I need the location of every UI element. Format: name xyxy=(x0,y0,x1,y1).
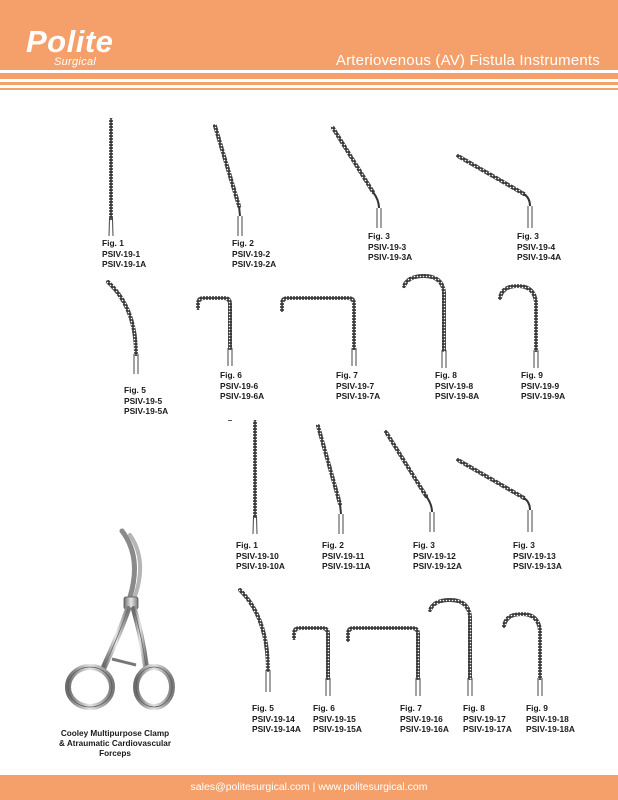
fig-number: Fig. 8 xyxy=(463,703,485,713)
product-code: PSIV-19-5 xyxy=(124,395,163,406)
fig-label xyxy=(232,238,276,270)
fig-label xyxy=(236,540,285,572)
product-code: PSIV-19-13 xyxy=(513,550,556,561)
header-stripe xyxy=(0,88,618,90)
product-code: PSIV-19-18 xyxy=(526,713,569,724)
header-stripe xyxy=(0,73,618,79)
product-code: PSIV-19-11A xyxy=(322,561,371,571)
product-code: PSIV-19-14A xyxy=(252,724,301,734)
product-code: PSIV-19-8 xyxy=(435,380,474,391)
fig-number: Fig. 9 xyxy=(526,703,548,713)
instrument-fig5-image xyxy=(100,278,150,378)
fig-number: Fig. 9 xyxy=(521,370,543,380)
product-code: PSIV-19-16A xyxy=(400,724,449,734)
product-code: PSIV-19-10 xyxy=(236,550,279,561)
instrument-fig8-image xyxy=(398,272,458,370)
page-header xyxy=(0,0,618,100)
brand-logo-sub: Surgical xyxy=(54,56,97,68)
instrument-fig6-image xyxy=(288,622,338,698)
product-code: PSIV-19-10A xyxy=(236,561,285,571)
product-code: PSIV-19-5A xyxy=(124,406,169,416)
product-code: PSIV-19-17 xyxy=(463,713,506,724)
product-code: PSIV-19-7 xyxy=(336,380,375,391)
fig-label xyxy=(413,540,462,572)
fig-number: Fig. 3 xyxy=(517,231,539,241)
page-footer xyxy=(0,775,618,800)
product-code: PSIV-19-3A xyxy=(368,252,413,262)
divider-mark xyxy=(228,420,232,421)
fig-number: Fig. 1 xyxy=(102,238,124,248)
product-code: PSIV-19-1 xyxy=(102,248,141,259)
fig-label xyxy=(513,540,562,572)
footer-contact: sales@politesurgical.com | www.politesurgical.com xyxy=(190,781,428,793)
fig-label xyxy=(517,231,561,263)
page-title: Arteriovenous (AV) Fistula Instruments xyxy=(335,52,600,69)
instrument-fig3b-image xyxy=(452,150,542,232)
instrument-fig3-image xyxy=(380,426,446,534)
fig-number: Fig. 3 xyxy=(413,540,435,550)
instrument-fig7-image xyxy=(342,622,428,698)
instrument-fig9-image xyxy=(494,280,550,370)
fig-label xyxy=(124,385,168,417)
fig-number: Fig. 3 xyxy=(368,231,390,241)
instrument-fig2-image xyxy=(310,420,358,536)
instrument-fig2-image xyxy=(205,120,255,238)
caption-line: Forceps xyxy=(99,749,131,758)
product-code: PSIV-19-13A xyxy=(513,561,562,571)
product-code: PSIV-19-3 xyxy=(368,241,407,252)
fig-label xyxy=(313,703,362,735)
product-code: PSIV-19-2 xyxy=(232,248,271,259)
product-code: PSIV-19-11 xyxy=(322,550,365,561)
fig-label xyxy=(521,370,565,402)
instrument-fig1-image xyxy=(96,118,126,238)
product-code: PSIV-19-14 xyxy=(252,713,295,724)
product-code: PSIV-19-15 xyxy=(313,713,356,724)
fig-label xyxy=(336,370,380,402)
instrument-fig3b-image xyxy=(452,454,542,536)
fig-number: Fig. 2 xyxy=(232,238,254,248)
fig-number: Fig. 1 xyxy=(236,540,258,550)
product-code: PSIV-19-12 xyxy=(413,550,456,561)
product-code: PSIV-19-8A xyxy=(435,391,480,401)
instrument-fig3-image xyxy=(325,122,395,232)
instrument-fig1-image xyxy=(240,420,270,536)
caption-line: Cooley Multipurpose Clamp xyxy=(60,729,170,738)
instrument-fig7-image xyxy=(276,292,366,368)
fig-number: Fig. 7 xyxy=(400,703,422,713)
fig-number: Fig. 5 xyxy=(124,385,146,395)
product-code: PSIV-19-17A xyxy=(463,724,512,734)
product-code: PSIV-19-9 xyxy=(521,380,560,391)
product-code: PSIV-19-4 xyxy=(517,241,556,252)
caption-line: & Atraumatic Cardiovascular xyxy=(58,739,172,748)
product-code: PSIV-19-4A xyxy=(517,252,562,262)
product-code: PSIV-19-1A xyxy=(102,259,147,269)
brand-logo: Polite xyxy=(26,24,114,59)
cooley-clamp-image xyxy=(60,527,180,727)
fig-label xyxy=(435,370,479,402)
fig-label xyxy=(252,703,301,735)
clamp-caption xyxy=(40,729,190,759)
fig-number: Fig. 3 xyxy=(513,540,535,550)
fig-label xyxy=(220,370,264,402)
fig-number: Fig. 6 xyxy=(220,370,242,380)
header-stripe xyxy=(0,82,618,85)
product-code: PSIV-19-15A xyxy=(313,724,362,734)
fig-number: Fig. 7 xyxy=(336,370,358,380)
instrument-fig5-image xyxy=(232,586,280,698)
fig-label xyxy=(102,238,146,270)
fig-number: Fig. 6 xyxy=(313,703,335,713)
fig-number: Fig. 8 xyxy=(435,370,457,380)
product-code: PSIV-19-18A xyxy=(526,724,575,734)
product-code: PSIV-19-2A xyxy=(232,259,277,269)
product-code: PSIV-19-9A xyxy=(521,391,566,401)
fig-number: Fig. 2 xyxy=(322,540,344,550)
product-code: PSIV-19-6 xyxy=(220,380,259,391)
product-code: PSIV-19-16 xyxy=(400,713,443,724)
fig-label xyxy=(400,703,449,735)
product-code: PSIV-19-6A xyxy=(220,391,265,401)
product-code: PSIV-19-12A xyxy=(413,561,462,571)
instrument-fig8-image xyxy=(424,596,484,698)
fig-number: Fig. 5 xyxy=(252,703,274,713)
instrument-fig6-image xyxy=(192,292,242,368)
instrument-fig9-image xyxy=(498,608,554,698)
fig-label xyxy=(463,703,512,735)
fig-label xyxy=(526,703,575,735)
fig-label xyxy=(322,540,370,572)
product-code: PSIV-19-7A xyxy=(336,391,381,401)
fig-label xyxy=(368,231,412,263)
